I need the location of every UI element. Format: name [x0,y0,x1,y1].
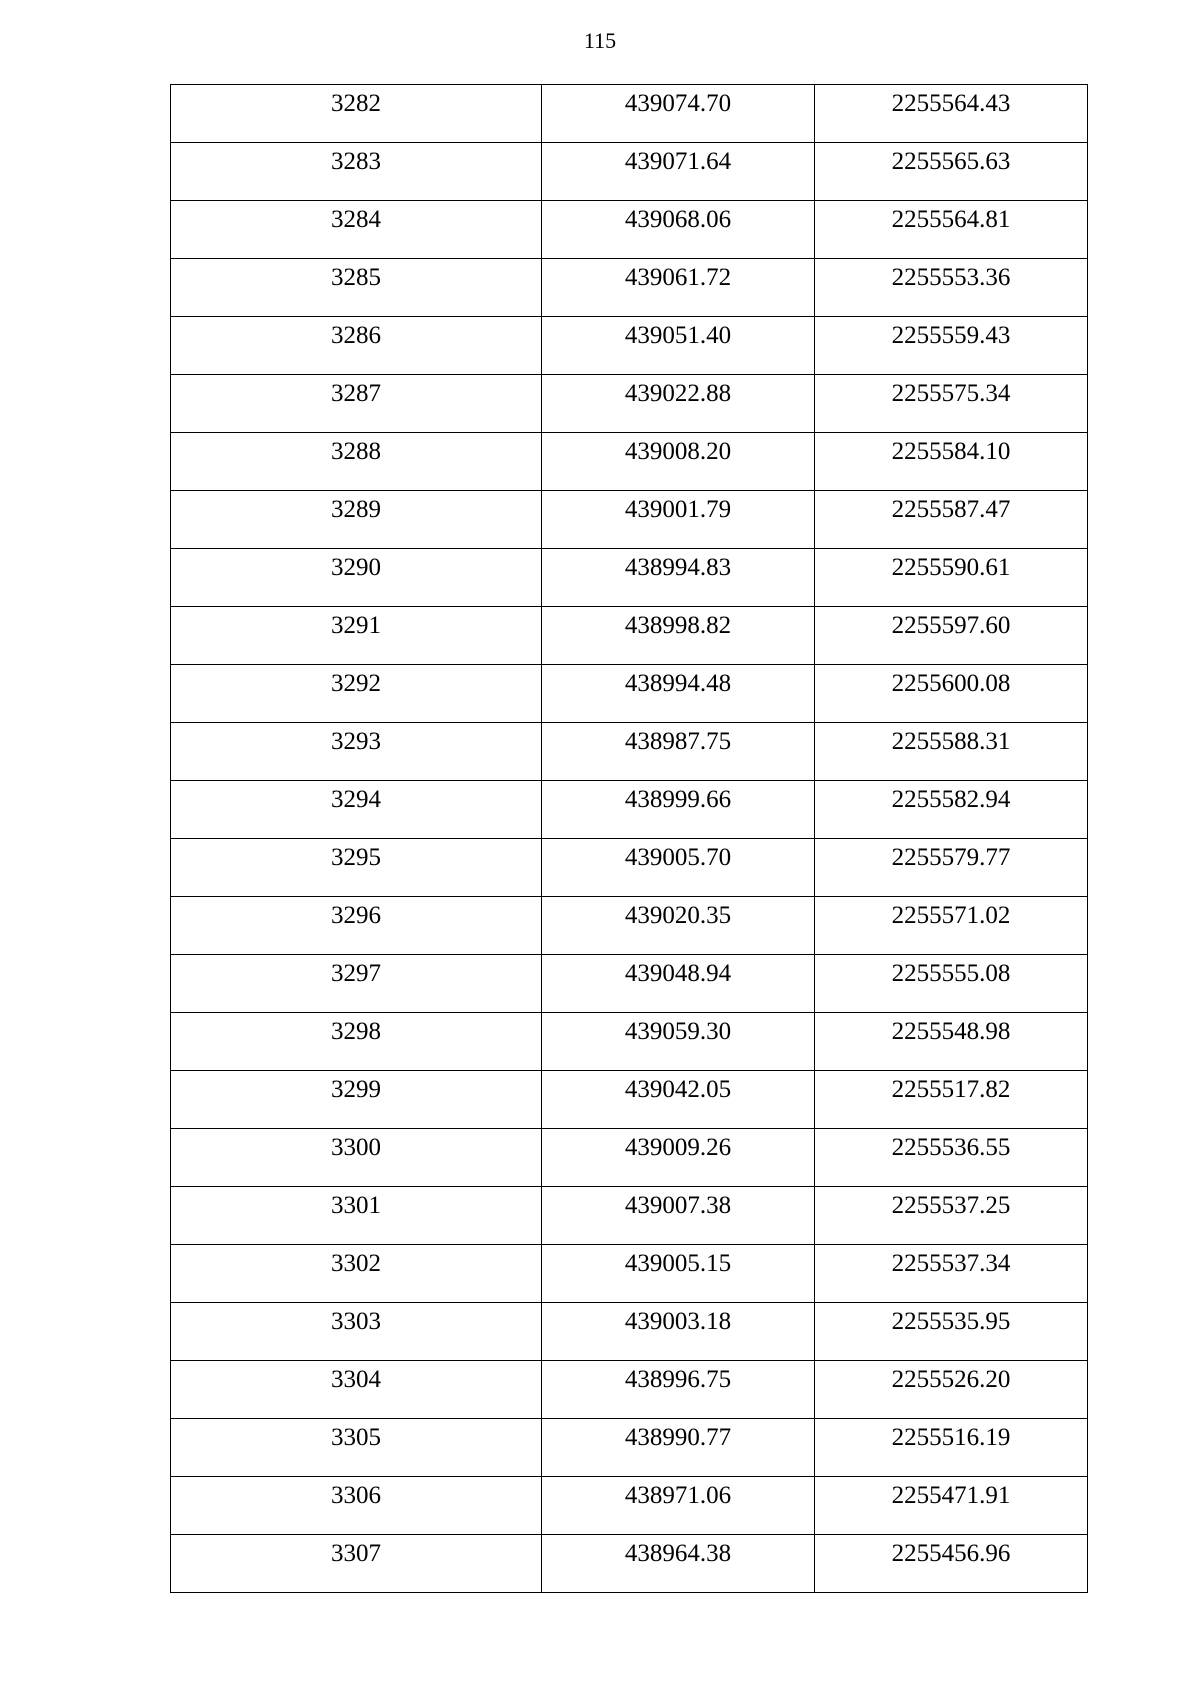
point-number-cell: 3302 [171,1245,542,1303]
page-number: 115 [583,28,617,53]
x-coordinate-cell: 439071.64 [542,143,815,201]
y-coordinate-cell: 2255537.34 [815,1245,1088,1303]
table-row [171,665,1088,723]
x-coordinate-cell: 438971.06 [542,1477,815,1535]
table-row [171,897,1088,955]
y-coordinate-cell: 2255564.43 [815,85,1088,143]
table-row [171,375,1088,433]
y-coordinate-cell: 2255587.47 [815,491,1088,549]
x-coordinate-cell: 439022.88 [542,375,815,433]
y-coordinate-cell: 2255456.96 [815,1535,1088,1593]
table-row [171,143,1088,201]
table-row [171,85,1088,143]
y-coordinate-cell: 2255564.81 [815,201,1088,259]
point-number-cell: 3307 [171,1535,542,1593]
x-coordinate-cell: 439068.06 [542,201,815,259]
x-coordinate-cell: 438999.66 [542,781,815,839]
x-coordinate-cell: 439008.20 [542,433,815,491]
y-coordinate-cell: 2255548.98 [815,1013,1088,1071]
point-number-cell: 3293 [171,723,542,781]
point-number-cell: 3294 [171,781,542,839]
point-number-cell: 3290 [171,549,542,607]
table-row [171,201,1088,259]
point-number-cell: 3301 [171,1187,542,1245]
point-number-cell: 3288 [171,433,542,491]
y-coordinate-cell: 2255571.02 [815,897,1088,955]
table-row [171,433,1088,491]
x-coordinate-cell: 439005.15 [542,1245,815,1303]
point-number-cell: 3296 [171,897,542,955]
y-coordinate-cell: 2255535.95 [815,1303,1088,1361]
table-row [171,1245,1088,1303]
point-number-cell: 3297 [171,955,542,1013]
x-coordinate-cell: 438998.82 [542,607,815,665]
y-coordinate-cell: 2255526.20 [815,1361,1088,1419]
point-number-cell: 3300 [171,1129,542,1187]
point-number-cell: 3291 [171,607,542,665]
x-coordinate-cell: 438990.77 [542,1419,815,1477]
x-coordinate-cell: 439009.26 [542,1129,815,1187]
point-number-cell: 3285 [171,259,542,317]
y-coordinate-cell: 2255517.82 [815,1071,1088,1129]
point-number-cell: 3303 [171,1303,542,1361]
table-row [171,1535,1088,1593]
y-coordinate-cell: 2255582.94 [815,781,1088,839]
table-row [171,1071,1088,1129]
x-coordinate-cell: 439042.05 [542,1071,815,1129]
y-coordinate-cell: 2255555.08 [815,955,1088,1013]
point-number-cell: 3284 [171,201,542,259]
x-coordinate-cell: 438964.38 [542,1535,815,1593]
table-row [171,723,1088,781]
y-coordinate-cell: 2255590.61 [815,549,1088,607]
y-coordinate-cell: 2255575.34 [815,375,1088,433]
table-row [171,607,1088,665]
x-coordinate-cell: 439020.35 [542,897,815,955]
y-coordinate-cell: 2255536.55 [815,1129,1088,1187]
x-coordinate-cell: 439059.30 [542,1013,815,1071]
x-coordinate-cell: 438996.75 [542,1361,815,1419]
table-row [171,1477,1088,1535]
point-number-cell: 3295 [171,839,542,897]
x-coordinate-cell: 439001.79 [542,491,815,549]
coordinates-table [170,84,1088,1593]
point-number-cell: 3299 [171,1071,542,1129]
x-coordinate-cell: 438994.83 [542,549,815,607]
y-coordinate-cell: 2255516.19 [815,1419,1088,1477]
table-row [171,491,1088,549]
x-coordinate-cell: 438987.75 [542,723,815,781]
table-row [171,1013,1088,1071]
y-coordinate-cell: 2255579.77 [815,839,1088,897]
point-number-cell: 3298 [171,1013,542,1071]
point-number-cell: 3306 [171,1477,542,1535]
table-row [171,1303,1088,1361]
y-coordinate-cell: 2255584.10 [815,433,1088,491]
point-number-cell: 3289 [171,491,542,549]
point-number-cell: 3305 [171,1419,542,1477]
x-coordinate-cell: 439003.18 [542,1303,815,1361]
point-number-cell: 3286 [171,317,542,375]
point-number-cell: 3283 [171,143,542,201]
table-row [171,317,1088,375]
y-coordinate-cell: 2255565.63 [815,143,1088,201]
table-row [171,1129,1088,1187]
x-coordinate-cell: 439051.40 [542,317,815,375]
point-number-cell: 3287 [171,375,542,433]
table-row [171,549,1088,607]
y-coordinate-cell: 2255471.91 [815,1477,1088,1535]
x-coordinate-cell: 438994.48 [542,665,815,723]
coordinates-table-body [171,85,1088,1593]
y-coordinate-cell: 2255597.60 [815,607,1088,665]
x-coordinate-cell: 439048.94 [542,955,815,1013]
y-coordinate-cell: 2255600.08 [815,665,1088,723]
table-row [171,259,1088,317]
table-row [171,1361,1088,1419]
x-coordinate-cell: 439007.38 [542,1187,815,1245]
y-coordinate-cell: 2255537.25 [815,1187,1088,1245]
point-number-cell: 3304 [171,1361,542,1419]
table-row [171,781,1088,839]
point-number-cell: 3282 [171,85,542,143]
x-coordinate-cell: 439074.70 [542,85,815,143]
table-row [171,1419,1088,1477]
table-row [171,955,1088,1013]
table-row [171,839,1088,897]
y-coordinate-cell: 2255588.31 [815,723,1088,781]
x-coordinate-cell: 439061.72 [542,259,815,317]
x-coordinate-cell: 439005.70 [542,839,815,897]
table-row [171,1187,1088,1245]
y-coordinate-cell: 2255559.43 [815,317,1088,375]
y-coordinate-cell: 2255553.36 [815,259,1088,317]
point-number-cell: 3292 [171,665,542,723]
